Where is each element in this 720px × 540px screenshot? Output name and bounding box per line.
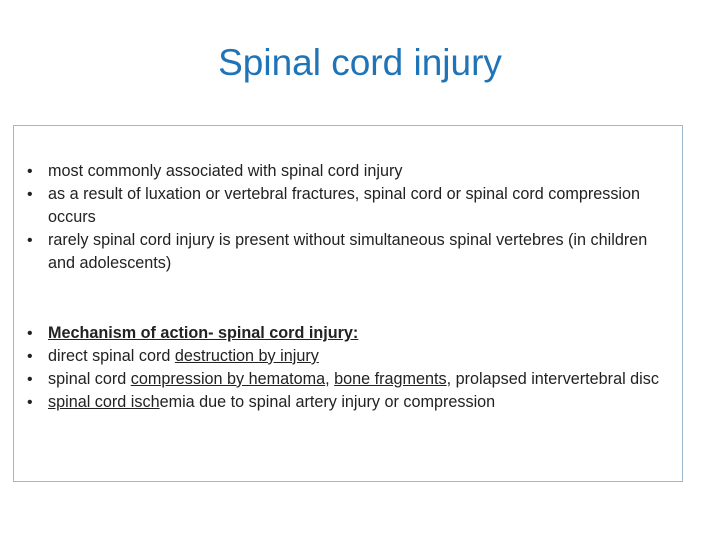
list-item-text: spinal cord — [48, 370, 131, 388]
list-item-text: rarely spinal cord injury is present without simultaneous spinal vertebres (in children and adolescents) — [48, 231, 648, 272]
mechanism-heading: Mechanism of action- spinal cord injury: — [48, 324, 359, 342]
list-item — [14, 322, 674, 345]
list-item-text: most commonly associated with spinal cord injury — [48, 162, 403, 180]
bullet-icon: • — [27, 163, 33, 180]
bullet-icon: • — [27, 394, 33, 411]
underlined-term: destruction by injury — [174, 347, 319, 365]
list-item — [14, 368, 674, 391]
list-item — [14, 160, 674, 183]
separator-text: , — [325, 370, 335, 388]
bullet-icon: • — [27, 186, 33, 203]
bullet-icon: • — [27, 232, 33, 249]
mechanism-list — [14, 322, 674, 414]
bullet-icon: • — [27, 348, 33, 365]
list-item — [14, 391, 674, 414]
underlined-term: spinal cord isch — [48, 393, 160, 411]
list-item-text: direct spinal cord — [48, 347, 175, 365]
underlined-term: compression by hematoma — [130, 370, 326, 388]
injury-overview-list — [14, 160, 674, 275]
bullet-icon: • — [27, 325, 33, 342]
list-item — [14, 345, 674, 368]
list-item-text: emia due to spinal artery injury or compression — [159, 393, 496, 411]
list-item — [14, 183, 674, 229]
slide-title: Spinal cord injury — [218, 42, 502, 83]
underlined-term: bone fragments — [334, 370, 447, 388]
list-item — [14, 229, 674, 275]
content-box — [13, 125, 683, 482]
bullet-icon: • — [27, 371, 33, 388]
list-item-text: , prolapsed intervertebral disc — [446, 370, 659, 388]
list-item-text: as a result of luxation or vertebral fractures, spinal cord or spinal cord compression occurs — [48, 185, 641, 226]
